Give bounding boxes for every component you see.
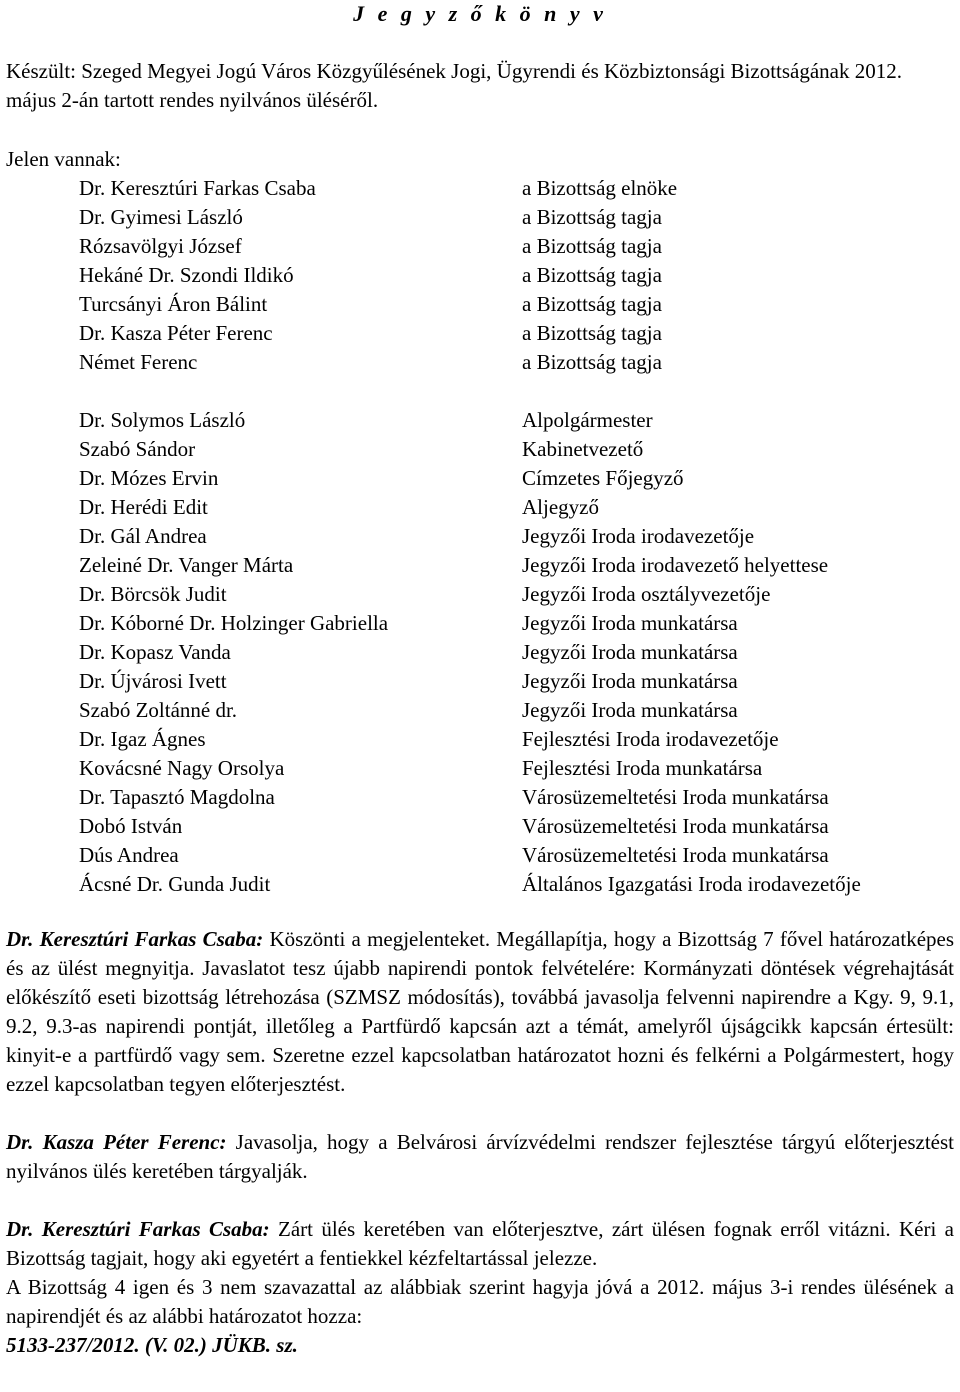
attendee-name: Dr. Kopasz Vanda [79,640,231,664]
attendee-role: Jegyzői Iroda munkatársa [522,640,738,664]
attendee-name: Dobó István [79,814,183,838]
attendee-name: Dr. Herédi Edit [79,495,208,519]
attendee-role: Jegyzői Iroda irodavezetője [522,524,755,548]
attendee-role: Városüzemeltetési Iroda munkatársa [522,814,829,838]
attendee-name: Német Ferenc [79,350,198,374]
attendee-name: Turcsányi Áron Bálint [79,292,268,316]
attendee-name: Dr. Újvárosi Ivett [79,669,227,693]
vote-paragraph: A Bizottság 4 igen és 3 nem szavazattal az alábbiak szerint hagyja jóvá a 2012. május 3-i rendes ülésének a napirendjét és az alábbi határozatot hozza: [6,1275,954,1328]
attendee-name: Szabó Sándor [79,437,196,461]
attendee-name: Dr. Igaz Ágnes [79,727,206,751]
attendee-role: a Bizottság tagja [522,292,662,316]
attendee-name: Rózsavölgyi József [79,234,242,258]
attendee-name: Dr. Tapasztó Magdolna [79,785,275,809]
attendee-role: a Bizottság tagja [522,263,662,287]
attendee-role: a Bizottság tagja [522,234,662,258]
minutes-paragraph [6,1215,954,1273]
attendee-role: Jegyzői Iroda osztályvezetője [522,582,771,606]
attendee-name: Dr. Solymos László [79,408,246,432]
attendee-name: Szabó Zoltánné dr. [79,698,238,722]
attendee-name: Dr. Kasza Péter Ferenc [79,321,273,345]
attendee-name: Kovácsné Nagy Orsolya [79,756,285,780]
attendee-role: a Bizottság elnöke [522,176,678,200]
attendee-role: Jegyzői Iroda munkatársa [522,698,738,722]
minutes-paragraph [6,1128,954,1186]
attendee-role: Fejlesztési Iroda irodavezetője [522,727,779,751]
attendee-role: Kabinetvezető [522,437,644,461]
attendee-role: Jegyzői Iroda irodavezető helyettese [522,553,829,577]
attendee-name: Hekáné Dr. Szondi Ildikó [79,263,294,287]
attendee-role: Fejlesztési Iroda munkatársa [522,756,763,780]
attendee-role: Alpolgármester [522,408,653,432]
attendee-role: Városüzemeltetési Iroda munkatársa [522,843,829,867]
minutes-paragraph [6,925,954,1099]
document-title: J e g y z ő k ö n y v [353,1,607,26]
attendee-role: a Bizottság tagja [522,350,662,374]
attendee-name: Dr. Gál Andrea [79,524,207,548]
attendee-name: Dr. Gyimesi László [79,205,243,229]
speaker-name: Dr. Keresztúri Farkas Csaba: [6,927,264,951]
attendee-name: Dr. Börcsök Judit [79,582,227,606]
attendee-role: a Bizottság tagja [522,321,662,345]
attendee-name: Dr. Mózes Ervin [79,466,219,490]
speaker-name: Dr. Keresztúri Farkas Csaba: [6,1217,270,1241]
speaker-name: Dr. Kasza Péter Ferenc: [6,1130,227,1154]
attendee-name: Dr. Keresztúri Farkas Csaba [79,176,316,200]
decision-number: 5133-237/2012. (V. 02.) JÜKB. sz. [6,1333,298,1357]
attendee-name: Zeleiné Dr. Vanger Márta [79,553,294,577]
attendee-name: Dús Andrea [79,843,179,867]
attendee-role: Általános Igazgatási Iroda irodavezetője [522,872,861,896]
attendee-role: Címzetes Főjegyző [522,466,684,490]
attendee-role: a Bizottság tagja [522,205,662,229]
attendee-name: Dr. Kóborné Dr. Holzinger Gabriella [79,611,389,635]
speech-text: Köszönti a megjelenteket. Megállapítja, hogy a Bizottság 7 fővel határozatképes és az ülést megnyitja. Javaslatot tesz újabb napirendi pontok felvételére: Kormányzati döntések végrehajtását előkészítő eseti bizottság létrehozása (SZMSZ módosítás), továbbá javasolja felvenni napirendre a Kgy. 9, 9.1, 9.2, 9.3-as napirendi pontját, illetőleg a Partfürdő kapcsán azt a témát, amelyről újságcikk kapcsán értesült: kinyit-e a partfürdő vagy sem. Szeretne ezzel kapcsolatban határozatot hozni és felkérni a Polgármestert, hogy ezzel kapcsolatban tegyen előterjesztést. [6,927,955,1096]
speech-text: Javasolja, hogy a Belvárosi árvízvédelmi rendszer fejlesztése tárgyú előterjesztést nyilvános ülés keretében tárgyalják. [6,1130,954,1183]
attendee-role: Városüzemeltetési Iroda munkatársa [522,785,829,809]
present-heading: Jelen vannak: [6,147,121,171]
minutes-body [6,925,954,1360]
attendee-role: Aljegyző [522,495,599,519]
speech-text: Zárt ülés keretében van előterjesztve, zárt ülésen fognak erről vitázni. Kéri a Bizottság tagjait, hogy aki egyetért a fentiekkel kézfeltartással jelezze. [6,1217,954,1270]
attendee-role: Jegyzői Iroda munkatársa [522,611,738,635]
attendee-name: Ácsné Dr. Gunda Judit [79,872,271,896]
intro-paragraph: Készült: Szeged Megyei Jogú Város Közgyűlésének Jogi, Ügyrendi és Közbiztonsági Bizottságának 2012. május 2-án tartott rendes nyilvános üléséről. [6,59,903,112]
attendee-role: Jegyzői Iroda munkatársa [522,669,738,693]
